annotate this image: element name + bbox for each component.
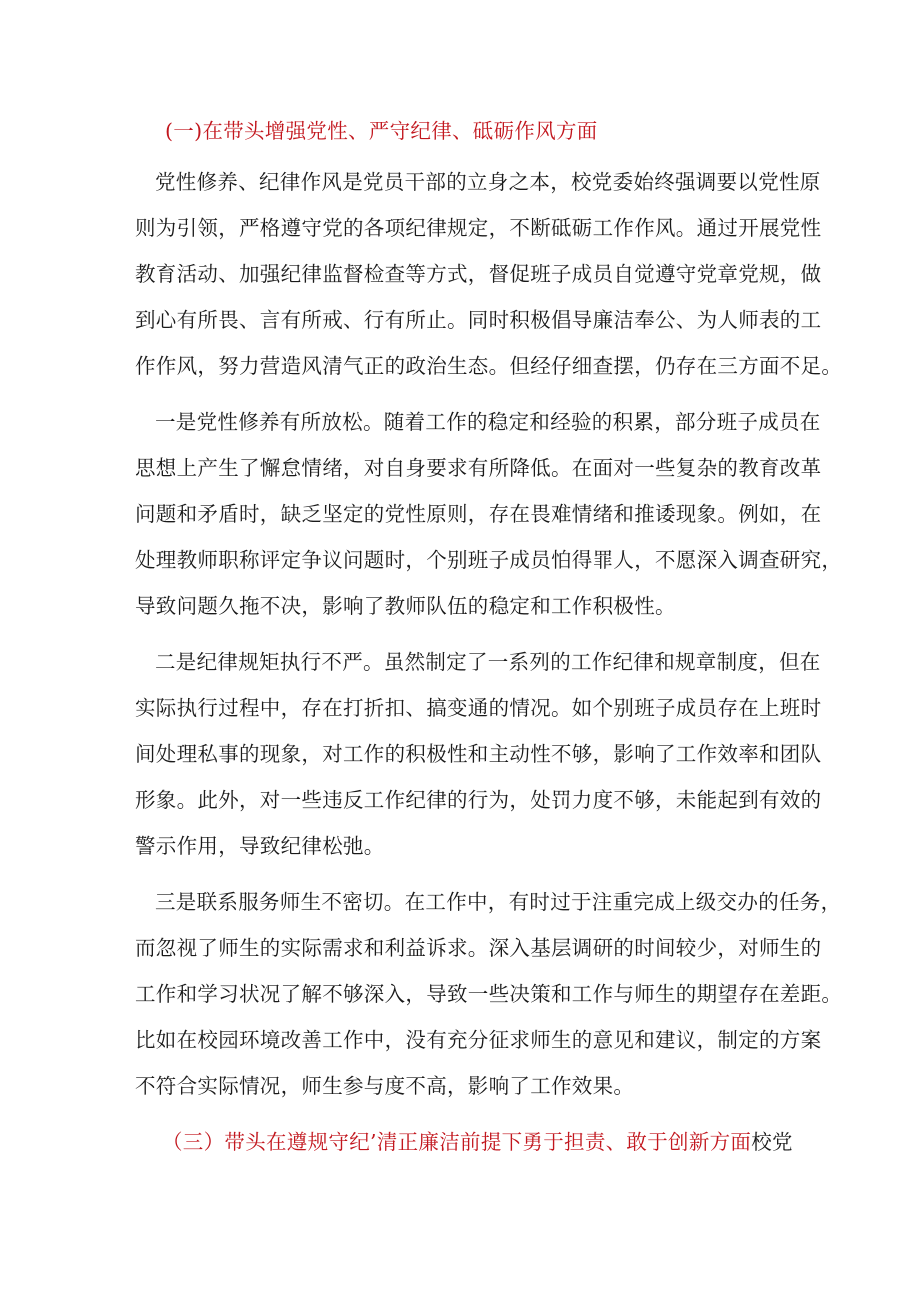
paragraph-line: 而忽视了师生的实际需求和利益诉求。深入基层调研的时间较少，对师生的 [135, 936, 822, 960]
paragraph-line: 形象。此外，对一些违反工作纪律的行为，处罚力度不够，未能起到有效的 [135, 788, 822, 812]
paragraph-line: 处理教师职称评定争议问题时，个别班子成员怕得罪人，不愿深入调查研究， [135, 548, 843, 572]
paragraph-line: 导致问题久拖不决，影响了教师队伍的稳定和工作积极性。 [135, 594, 676, 618]
section-heading-1: (一)在带头增强党性、严守纪律、砥砺作风方面 [165, 119, 598, 143]
paragraph-line: 比如在校园环境改善工作中，没有充分征求师生的意见和建议，制定的方案 [135, 1028, 822, 1052]
paragraph-line: 警示作用，导致纪律松弛。 [135, 834, 385, 858]
paragraph-line: 作作风，努力营造风清气正的政治生态。但经仔细查摆，仍存在三方面不足。 [135, 354, 843, 378]
paragraph-line: 则为引领，严格遵守党的各项纪律规定，不断砥砺工作作风。通过开展党性 [135, 216, 822, 240]
paragraph-line: 实际执行过程中，存在打折扣、搞变通的情况。如个别班子成员存在上班时 [135, 696, 822, 720]
paragraph-line: 教育活动、加强纪律监督检查等方式，督促班子成员自觉遵守党章党规，做 [135, 262, 822, 286]
paragraph-line: 不符合实际情况，师生参与度不高，影响了工作效果。 [135, 1074, 635, 1098]
paragraph-line: 二是纪律规矩执行不严。虽然制定了一系列的工作纪律和规章制度，但在 [155, 650, 821, 674]
paragraph-line: 间处理私事的现象，对工作的积极性和主动性不够，影响了工作效率和团队 [135, 742, 822, 766]
section-heading-3 [162, 1127, 822, 1157]
section-heading-3-continuation: 校党 [751, 1130, 793, 1154]
section-heading-3-red: （三）带头在遵规守纪’清正廉洁前提下勇于担责、敢于创新方面 [162, 1130, 752, 1154]
paragraph-line: 党性修养、纪律作风是党员干部的立身之本，校党委始终强调要以党性原 [155, 170, 821, 194]
paragraph-line: 思想上产生了懈怠情绪，对自身要求有所降低。在面对一些复杂的教育改革 [135, 456, 822, 480]
paragraph-line: 工作和学习状况了解不够深入，导致一些决策和工作与师生的期望存在差距。 [135, 982, 843, 1006]
paragraph-line: 到心有所畏、言有所戒、行有所止。同时积极倡导廉洁奉公、为人师表的工 [135, 308, 822, 332]
paragraph-line: 一是党性修养有所放松。随着工作的稳定和经验的积累，部分班子成员在 [155, 410, 821, 434]
paragraph-line: 问题和矛盾时，缺乏坚定的党性原则，存在畏难情绪和推诿现象。例如，在 [135, 502, 822, 526]
paragraph-line: 三是联系服务师生不密切。在工作中，有时过于注重完成上级交办的任务， [155, 890, 842, 914]
